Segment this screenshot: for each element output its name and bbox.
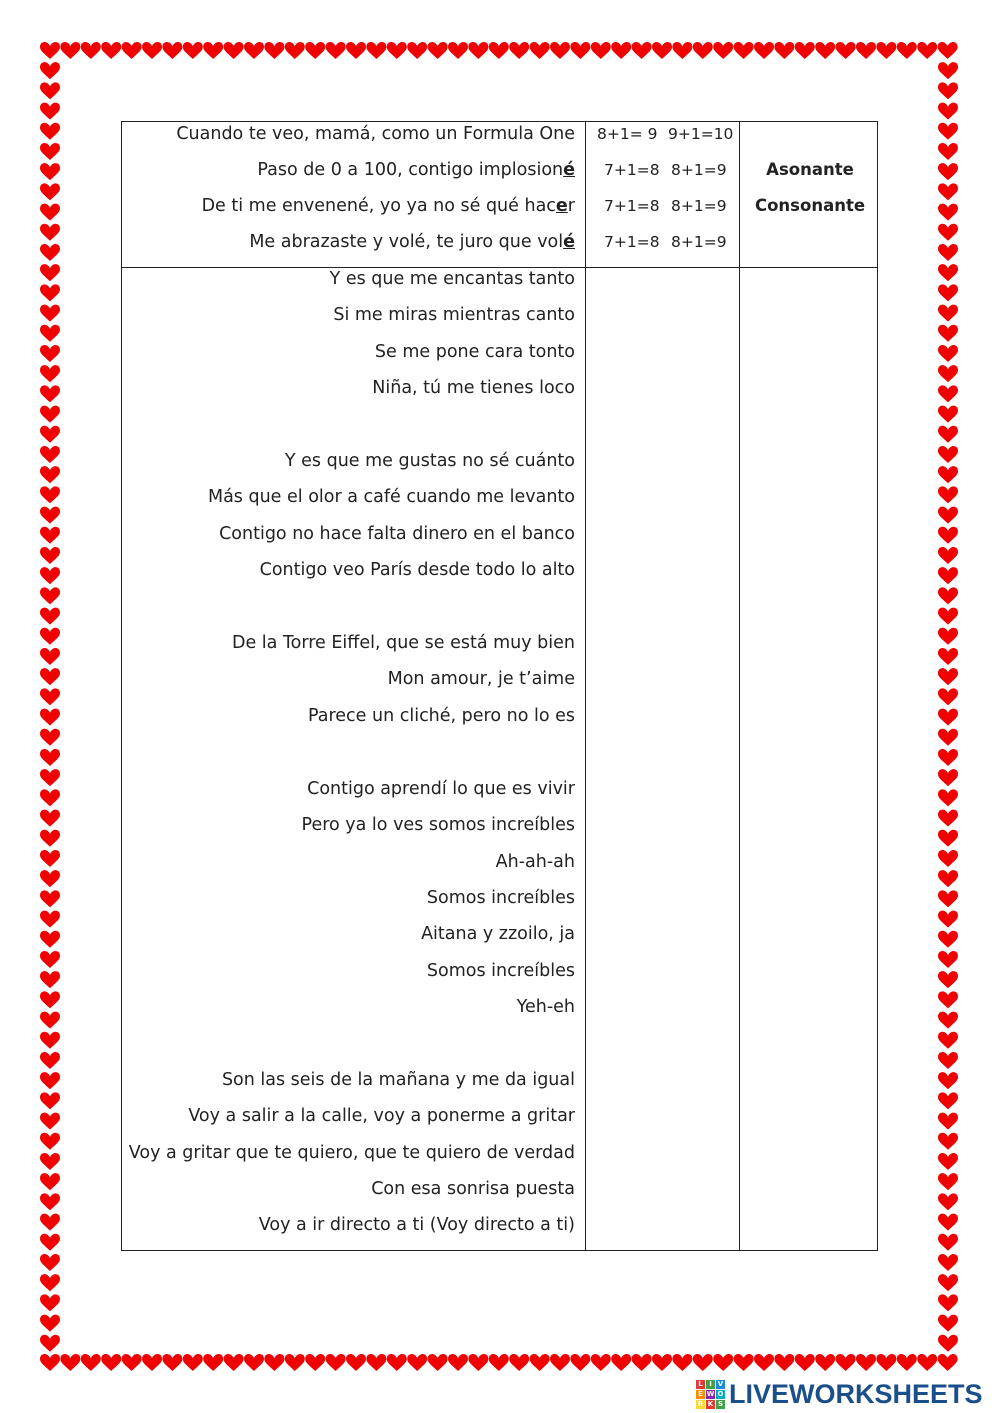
heart-icon	[938, 305, 958, 322]
heart-icon	[81, 1354, 101, 1371]
heart-icon	[938, 1052, 958, 1069]
heart-icon	[81, 42, 101, 59]
heart-icon	[734, 1354, 754, 1371]
heart-icon	[897, 42, 917, 59]
heart-icon	[938, 103, 958, 120]
heart-icon	[938, 62, 958, 79]
heart-icon	[938, 1072, 958, 1089]
heart-icon	[40, 1113, 60, 1130]
heart-icon	[468, 42, 488, 59]
heart-icon	[122, 42, 142, 59]
heart-icon	[40, 1254, 60, 1271]
heart-icon	[40, 264, 60, 281]
heart-icon	[917, 42, 937, 59]
heart-icon	[40, 769, 60, 786]
heart-icon	[40, 1012, 60, 1029]
heart-icon	[611, 42, 631, 59]
rhyme-label-asonante: Asonante	[766, 160, 854, 179]
lyric-line: Contigo aprendí lo que es vivir	[307, 779, 575, 799]
heart-icon	[876, 1354, 896, 1371]
heart-icon	[40, 628, 60, 645]
heart-icon	[938, 1315, 958, 1332]
heart-icon	[938, 1193, 958, 1210]
heart-icon	[40, 931, 60, 948]
verse-line: Me abrazaste y volé, te juro que volé	[249, 232, 575, 252]
heart-icon	[40, 1173, 60, 1190]
syllable-count: 8+1= 9	[597, 125, 658, 143]
heart-icon	[938, 527, 958, 544]
heart-icon	[836, 42, 856, 59]
heart-icon	[938, 951, 958, 968]
syllable-count: 7+1=8	[604, 197, 660, 215]
heart-icon	[938, 163, 958, 180]
heart-icon	[40, 830, 60, 847]
heart-icon	[40, 244, 60, 261]
heart-icon	[122, 1354, 142, 1371]
heart-icon	[938, 143, 958, 160]
syllable-count: 8+1=9	[671, 197, 727, 215]
heart-icon	[162, 42, 182, 59]
lyric-line: Yeh-eh	[516, 997, 575, 1017]
heart-icon	[754, 1354, 774, 1371]
heart-icon	[203, 1354, 223, 1371]
heart-icon	[224, 42, 244, 59]
heart-icon	[734, 42, 754, 59]
heart-icon	[938, 42, 958, 59]
lyric-line: Y es que me gustas no sé cuánto	[284, 451, 575, 471]
heart-icon	[815, 42, 835, 59]
heart-icon	[550, 42, 570, 59]
heart-icon	[40, 62, 60, 79]
lyric-line: Voy a gritar que te quiero, que te quiero de verdad	[128, 1143, 575, 1163]
heart-icon	[938, 365, 958, 382]
heart-icon	[40, 426, 60, 443]
lyric-line: Ah-ah-ah	[495, 852, 575, 872]
heart-icon	[40, 668, 60, 685]
heart-icon	[938, 1294, 958, 1311]
heart-icon	[40, 163, 60, 180]
heart-icon	[938, 406, 958, 423]
heart-icon	[754, 42, 774, 59]
heart-icon	[611, 1354, 631, 1371]
heart-icon	[693, 1354, 713, 1371]
heart-icon	[40, 345, 60, 362]
heart-icon	[938, 789, 958, 806]
heart-icon	[101, 42, 121, 59]
stressed-vowel: é	[563, 232, 575, 252]
heart-icon	[40, 789, 60, 806]
heart-icon	[938, 1335, 958, 1352]
lyric-line: Contigo no hace falta dinero en el banco	[219, 524, 575, 544]
heart-icon	[203, 42, 223, 59]
heart-icon	[40, 890, 60, 907]
heart-icon	[40, 204, 60, 221]
heart-icon	[836, 1354, 856, 1371]
heart-icon	[448, 1354, 468, 1371]
heart-icon	[509, 42, 529, 59]
heart-icon	[938, 204, 958, 221]
heart-icon	[264, 1354, 284, 1371]
heart-icon	[264, 42, 284, 59]
heart-icon	[40, 507, 60, 524]
syllable-count: 8+1=9	[671, 161, 727, 179]
worksheet-table	[121, 121, 878, 1251]
heart-icon	[938, 890, 958, 907]
lyric-line: Contigo veo París desde todo lo alto	[259, 560, 575, 580]
heart-icon	[40, 688, 60, 705]
heart-icon	[938, 810, 958, 827]
heart-icon	[632, 42, 652, 59]
heart-icon	[938, 587, 958, 604]
heart-icon	[938, 628, 958, 645]
heart-icon	[938, 1133, 958, 1150]
heart-icon	[40, 749, 60, 766]
heart-icon	[387, 42, 407, 59]
verse-line: Cuando te veo, mamá, como un Formula One	[176, 124, 575, 144]
heart-icon	[652, 1354, 672, 1371]
heart-icon	[40, 183, 60, 200]
lyric-line: Parece un cliché, pero no lo es	[307, 706, 575, 726]
stressed-vowel: e	[555, 196, 568, 216]
lyric-line: Somos increíbles	[426, 961, 575, 981]
heart-icon	[856, 1354, 876, 1371]
heart-icon	[938, 82, 958, 99]
heart-icon	[40, 951, 60, 968]
lyric-line: Con esa sonrisa puesta	[371, 1179, 575, 1199]
heart-icon	[938, 830, 958, 847]
heart-icon	[938, 648, 958, 665]
heart-icon	[305, 42, 325, 59]
heart-icon	[183, 42, 203, 59]
heart-icon	[938, 486, 958, 503]
heart-icon	[530, 42, 550, 59]
heart-icon	[938, 870, 958, 887]
heart-icon	[224, 1354, 244, 1371]
heart-icon	[40, 385, 60, 402]
heart-icon	[40, 971, 60, 988]
lyric-line: Si me miras mientras canto	[333, 305, 575, 325]
heart-icon	[938, 1113, 958, 1130]
heart-icon	[387, 1354, 407, 1371]
lyric-line: Somos increíbles	[426, 888, 575, 908]
heart-icon	[713, 42, 733, 59]
heart-icon	[142, 42, 162, 59]
heart-icon	[40, 729, 60, 746]
heart-icon	[40, 1234, 60, 1251]
syllable-count: 8+1=9	[671, 233, 727, 251]
logo-grid-icon: L I V E W O R K S	[697, 1379, 724, 1408]
rhyme-label-consonante: Consonante	[754, 196, 866, 215]
heart-icon	[672, 1354, 692, 1371]
heart-icon	[326, 42, 346, 59]
heart-icon	[40, 1052, 60, 1069]
heart-icon	[774, 42, 794, 59]
heart-icon	[40, 527, 60, 544]
heart-icon	[917, 1354, 937, 1371]
heart-icon	[407, 1354, 427, 1371]
heart-icon	[40, 810, 60, 827]
heart-icon	[40, 587, 60, 604]
heart-icon	[40, 103, 60, 120]
heart-icon	[40, 567, 60, 584]
heart-icon	[570, 1354, 590, 1371]
lyric-line: De la Torre Eiffel, que se está muy bien	[231, 633, 575, 653]
liveworksheets-logo[interactable]	[696, 1378, 983, 1410]
heart-icon	[672, 42, 692, 59]
heart-icon	[938, 244, 958, 261]
verse-line: De ti me envenené, yo ya no sé qué hacer	[201, 196, 575, 216]
heart-icon	[938, 769, 958, 786]
heart-icon	[101, 1354, 121, 1371]
heart-icon	[142, 1354, 162, 1371]
heart-icon	[40, 1072, 60, 1089]
heart-icon	[489, 1354, 509, 1371]
heart-icon	[60, 42, 80, 59]
heart-icon	[40, 42, 60, 59]
lyric-line: Niña, tú me tienes loco	[372, 378, 575, 398]
heart-icon	[938, 1012, 958, 1029]
heart-icon	[428, 1354, 448, 1371]
heart-icon	[40, 123, 60, 140]
heart-icon	[40, 870, 60, 887]
heart-icon	[632, 1354, 652, 1371]
heart-icon	[60, 1354, 80, 1371]
lyric-line: Mon amour, je t’aime	[387, 669, 575, 689]
heart-icon	[40, 1274, 60, 1291]
syllable-count: 7+1=8	[604, 233, 660, 251]
heart-icon	[938, 608, 958, 625]
heart-icon	[938, 183, 958, 200]
heart-icon	[938, 1214, 958, 1231]
heart-icon	[244, 1354, 264, 1371]
heart-icon	[856, 42, 876, 59]
heart-icon	[938, 345, 958, 362]
heart-icon	[938, 446, 958, 463]
heart-icon	[550, 1354, 570, 1371]
heart-icon	[40, 850, 60, 867]
heart-icon	[938, 749, 958, 766]
heart-icon	[938, 991, 958, 1008]
heart-icon	[570, 42, 590, 59]
heart-icon	[815, 1354, 835, 1371]
heart-icon	[40, 1315, 60, 1332]
heart-icon	[938, 1234, 958, 1251]
heart-icon	[40, 1354, 60, 1371]
heart-icon	[40, 143, 60, 160]
heart-icon	[591, 1354, 611, 1371]
heart-icon	[530, 1354, 550, 1371]
heart-icon	[938, 688, 958, 705]
heart-icon	[366, 42, 386, 59]
heart-icon	[938, 1153, 958, 1170]
heart-icon	[938, 850, 958, 867]
heart-icon	[652, 42, 672, 59]
heart-icon	[938, 1254, 958, 1271]
heart-icon	[40, 224, 60, 241]
heart-icon	[183, 1354, 203, 1371]
heart-icon	[40, 365, 60, 382]
heart-icon	[897, 1354, 917, 1371]
heart-icon	[448, 42, 468, 59]
lyric-line: Voy a salir a la calle, voy a ponerme a gritar	[188, 1106, 575, 1126]
heart-icon	[346, 42, 366, 59]
heart-icon	[938, 971, 958, 988]
heart-icon	[938, 1173, 958, 1190]
heart-icon	[938, 1092, 958, 1109]
heart-icon	[938, 426, 958, 443]
heart-icon	[489, 42, 509, 59]
heart-icon	[40, 991, 60, 1008]
heart-icon	[938, 567, 958, 584]
verse-line: Paso de 0 a 100, contigo implosioné	[257, 160, 575, 180]
syllable-count: 7+1=8	[604, 161, 660, 179]
heart-icon	[40, 608, 60, 625]
heart-icon	[795, 42, 815, 59]
heart-icon	[938, 668, 958, 685]
heart-icon	[938, 284, 958, 301]
heart-icon	[774, 1354, 794, 1371]
heart-icon	[40, 305, 60, 322]
heart-icon	[938, 264, 958, 281]
heart-icon	[938, 709, 958, 726]
heart-icon	[938, 1274, 958, 1291]
heart-icon	[40, 486, 60, 503]
heart-icon	[938, 911, 958, 928]
heart-icon	[591, 42, 611, 59]
syllable-count: 9+1=10	[668, 125, 734, 143]
heart-icon	[40, 466, 60, 483]
heart-icon	[40, 1193, 60, 1210]
heart-icon	[40, 446, 60, 463]
heart-icon	[285, 1354, 305, 1371]
lyric-line: Son las seis de la mañana y me da igual	[221, 1070, 575, 1090]
lyric-line: Voy a ir directo a ti (Voy directo a ti)	[258, 1215, 575, 1235]
heart-icon	[305, 1354, 325, 1371]
heart-icon	[938, 466, 958, 483]
heart-icon	[285, 42, 305, 59]
heart-icon	[938, 123, 958, 140]
heart-icon	[326, 1354, 346, 1371]
heart-icon	[713, 1354, 733, 1371]
heart-icon	[244, 42, 264, 59]
heart-icon	[40, 1032, 60, 1049]
heart-icon	[40, 547, 60, 564]
column-divider	[739, 122, 740, 1250]
heart-icon	[938, 325, 958, 342]
heart-icon	[40, 284, 60, 301]
heart-icon	[40, 1133, 60, 1150]
heart-icon	[468, 1354, 488, 1371]
logo-text: LIVEWORKSHEETS	[729, 1378, 983, 1409]
heart-icon	[40, 1153, 60, 1170]
lyric-line: Pero ya lo ves somos increíbles	[301, 815, 575, 835]
heart-icon	[938, 729, 958, 746]
lyric-line: Aitana y zzoilo, ja	[421, 924, 575, 944]
heart-icon	[40, 82, 60, 99]
heart-icon	[509, 1354, 529, 1371]
lyric-line: Se me pone cara tonto	[374, 342, 575, 362]
heart-icon	[428, 42, 448, 59]
heart-icon	[40, 709, 60, 726]
heart-icon	[938, 507, 958, 524]
lyric-line: Más que el olor a café cuando me levanto	[207, 487, 575, 507]
heart-icon	[40, 1092, 60, 1109]
heart-icon	[40, 325, 60, 342]
heart-icon	[162, 1354, 182, 1371]
heart-icon	[40, 648, 60, 665]
heart-icon	[938, 1354, 958, 1371]
heart-icon	[40, 1294, 60, 1311]
column-divider	[585, 122, 586, 1250]
heart-icon	[938, 224, 958, 241]
heart-icon	[938, 547, 958, 564]
heart-icon	[40, 1214, 60, 1231]
heart-icon	[407, 42, 427, 59]
lyric-line: Y es que me encantas tanto	[329, 269, 575, 289]
heart-icon	[366, 1354, 386, 1371]
heart-icon	[693, 42, 713, 59]
heart-icon	[795, 1354, 815, 1371]
heart-icon	[40, 406, 60, 423]
heart-icon	[938, 385, 958, 402]
heart-icon	[938, 931, 958, 948]
heart-icon	[40, 1335, 60, 1352]
heart-icon	[876, 42, 896, 59]
heart-icon	[346, 1354, 366, 1371]
stressed-vowel: é	[563, 160, 575, 180]
heart-icon	[40, 911, 60, 928]
heart-icon	[938, 1032, 958, 1049]
